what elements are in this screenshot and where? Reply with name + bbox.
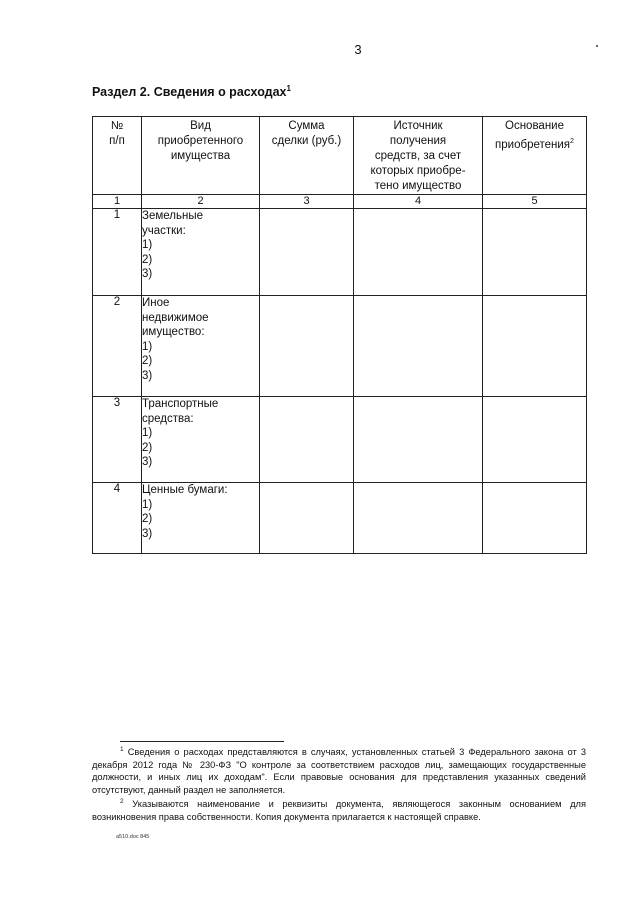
header-acquisition-basis: Основание приобретения <box>495 120 571 151</box>
funding-source-cell[interactable] <box>354 209 483 296</box>
header-cell <box>260 117 354 195</box>
row-number: 3 <box>93 397 142 483</box>
property-type-line: недвижимое <box>142 311 209 324</box>
deal-amount-cell[interactable] <box>260 296 354 397</box>
footnote-marker: 2 <box>120 798 124 806</box>
column-number: 2 <box>142 195 260 209</box>
footnote-ref-2: 2 <box>570 138 574 145</box>
footnote-ref-1: 1 <box>286 84 291 93</box>
property-type-line: 2) <box>142 253 153 266</box>
column-number: 3 <box>260 195 354 209</box>
footnote-1 <box>92 744 586 796</box>
column-number: 1 <box>93 195 142 209</box>
row-number: 1 <box>93 209 142 296</box>
footnotes <box>92 744 586 823</box>
property-type-line: Ценные бумаги: <box>142 484 228 496</box>
header-cell <box>354 117 483 195</box>
column-number-row <box>93 195 587 209</box>
property-type-cell <box>142 209 260 296</box>
funding-source-cell[interactable] <box>354 483 483 554</box>
table-row <box>93 483 587 554</box>
property-type-line: участки: <box>142 224 186 237</box>
acquisition-basis-cell[interactable] <box>483 209 587 296</box>
header-cell <box>93 117 142 195</box>
property-type-cell <box>142 296 260 397</box>
table-row <box>93 209 587 296</box>
property-type-line: 3) <box>142 456 153 468</box>
property-type-line: 1) <box>142 427 153 439</box>
scan-speck <box>596 45 598 47</box>
table-header-row <box>93 117 587 195</box>
deal-amount-cell[interactable] <box>260 209 354 296</box>
funding-source-cell[interactable] <box>354 397 483 483</box>
deal-amount-cell[interactable] <box>260 483 354 554</box>
header-cell <box>483 117 587 195</box>
section-title <box>92 84 291 99</box>
property-type-line: 3) <box>142 268 153 280</box>
property-type-line: имущество: <box>142 326 205 338</box>
funding-source-cell[interactable] <box>354 296 483 397</box>
footnote-text: Указываются наименование и реквизиты документа, являющегося законным основанием для возникновения права собственности. Копия документа прилагается к настоящей справке. <box>92 799 586 822</box>
property-type-cell <box>142 483 260 554</box>
header-deal-amount: Сумма сделки (руб.) <box>271 120 342 147</box>
property-type-line: Земельные <box>142 210 203 222</box>
header-property-type: Вид приобретенного имущества <box>157 120 244 162</box>
page-number: 3 <box>354 42 362 57</box>
expenses-table <box>92 116 587 554</box>
property-type-line: 1) <box>142 239 153 251</box>
table-row <box>93 296 587 397</box>
footnote-divider <box>120 741 284 742</box>
row-number: 2 <box>93 296 142 397</box>
header-number: № п/п <box>109 120 125 147</box>
header-funding-source: Источник получения средств, за счет которых приобре- тено имущество <box>370 120 466 192</box>
document-code: a510.doc 845 <box>116 834 150 840</box>
property-type-line: 2) <box>142 441 153 454</box>
property-type-line: 3) <box>142 527 153 540</box>
property-type-line: средства: <box>142 412 194 425</box>
column-number: 5 <box>483 195 587 209</box>
property-type-line: 2) <box>142 355 153 367</box>
row-number: 4 <box>93 483 142 554</box>
column-number: 4 <box>354 195 483 209</box>
property-type-line: 1) <box>142 340 153 353</box>
acquisition-basis-cell[interactable] <box>483 397 587 483</box>
footnote-marker: 1 <box>120 746 124 753</box>
section-title-text: Раздел 2. Сведения о расходах <box>92 85 287 100</box>
property-type-line: Иное <box>142 297 170 309</box>
footnote-2 <box>92 796 586 823</box>
property-type-line: 2) <box>142 513 153 525</box>
header-cell <box>142 117 260 195</box>
deal-amount-cell[interactable] <box>260 397 354 483</box>
property-type-line: 1) <box>142 498 153 511</box>
acquisition-basis-cell[interactable] <box>483 296 587 397</box>
acquisition-basis-cell[interactable] <box>483 483 587 554</box>
footnote-text: Сведения о расходах представляются в случаях, установленных статьей 3 Федерального закона от 3 декабря 2012 года № 230-ФЗ "О контроле за соответствием расходов лиц, замещающих государственные должности, и иных лиц их доходам". Если правовые основания для представления указанных сведений отсутствуют, данный раздел не заполняется. <box>92 747 586 795</box>
property-type-line: Транспортные <box>142 398 219 410</box>
property-type-cell <box>142 397 260 483</box>
table-row <box>93 397 587 483</box>
property-type-line: 3) <box>142 369 153 382</box>
